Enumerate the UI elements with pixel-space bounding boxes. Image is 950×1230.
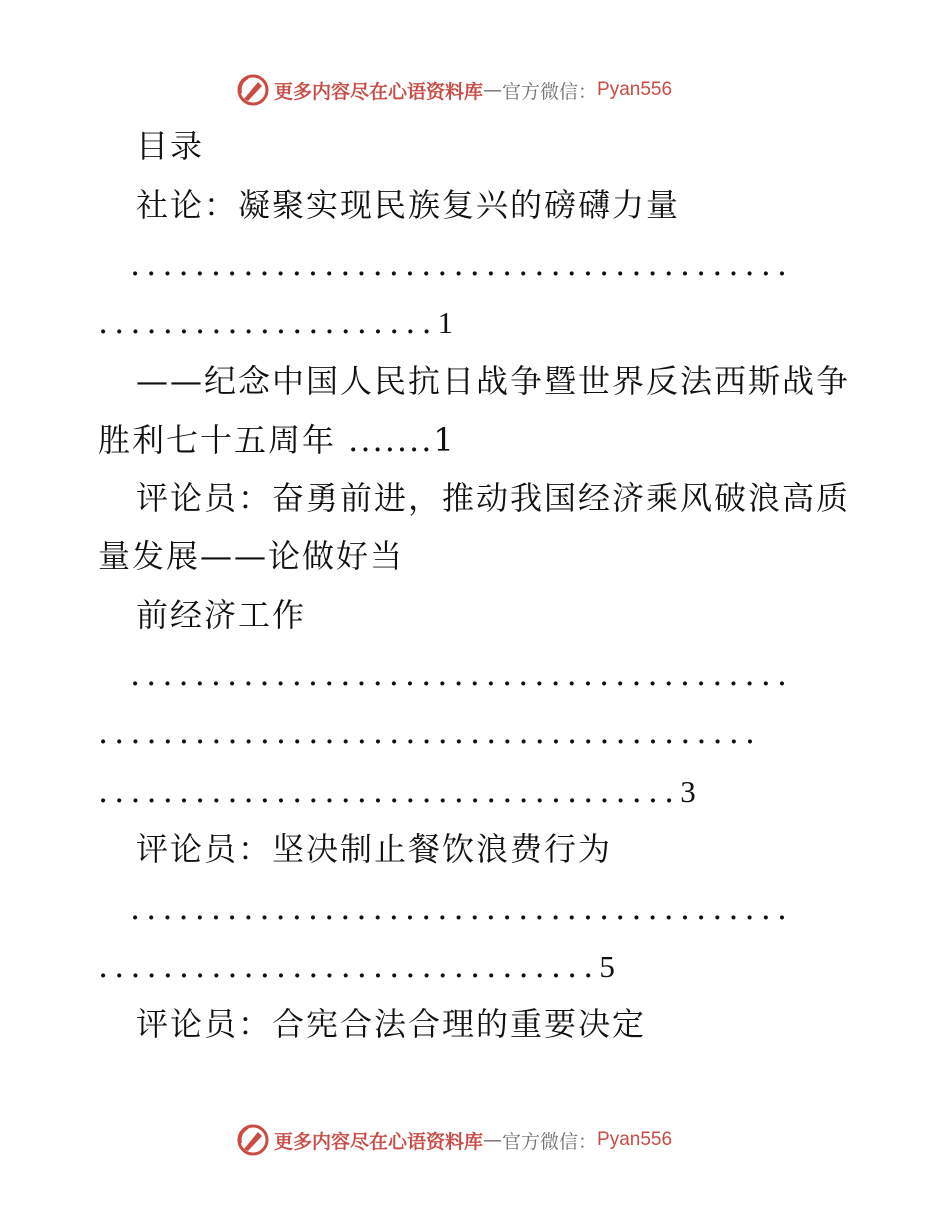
toc-entry-2-line-1: ——纪念中国人民抗日战争暨世界反法西斯战争 [136, 362, 851, 400]
watermark-wechat-id: Pyan556 [597, 79, 673, 100]
watermark-brand: 更多内容尽在心语资料库 [274, 80, 484, 103]
pen-logo-icon [236, 73, 270, 107]
toc-leader-dots: ......................................... [130, 889, 794, 927]
toc-entry-1-page: 1 [437, 305, 454, 340]
toc-entry-2-line-2: 胜利七十五周年 .......1 [98, 421, 456, 459]
watermark-wechat-id: Pyan556 [597, 1129, 673, 1150]
toc-leader-dots: ......................................... [98, 713, 762, 751]
toc-leader-dots: ......................................... [130, 245, 794, 283]
toc-entry-3-line-3: 前经济工作 [136, 596, 307, 634]
toc-entry-1-leader: .....................1 [98, 303, 454, 341]
toc-entry-1-title: 社论：凝聚实现民族复兴的磅礴力量 [136, 186, 681, 224]
watermark-wechat-label: 官方微信： [502, 80, 598, 103]
toc-entry-3-line-1: 评论员：奋勇前进，推动我国经济乘风破浪高质 [136, 479, 851, 517]
toc-entry-3-leader: ....................................3 [98, 772, 696, 810]
toc-entry-3-page: 3 [680, 774, 696, 809]
watermark-separator: — [483, 79, 503, 101]
toc-entry-3-line-2: 量发展——论做好当 [98, 537, 405, 575]
pen-logo-icon [236, 1123, 270, 1157]
toc-entry-5-title: 评论员：合宪合法合理的重要决定 [136, 1005, 647, 1043]
watermark-brand: 更多内容尽在心语资料库 [274, 1130, 484, 1153]
toc-entry-4-page: 5 [599, 949, 615, 984]
toc-entry-4-leader: ...............................5 [98, 947, 615, 985]
watermark-wechat-label: 官方微信： [502, 1130, 598, 1153]
toc-heading: 目录 [136, 127, 205, 165]
watermark-separator: — [483, 1129, 503, 1151]
toc-entry-4-title: 评论员：坚决制止餐饮浪费行为 [136, 830, 613, 868]
toc-leader-dots: ......................................... [130, 655, 794, 693]
footer-watermark [236, 1122, 672, 1158]
header-watermark [236, 72, 672, 108]
